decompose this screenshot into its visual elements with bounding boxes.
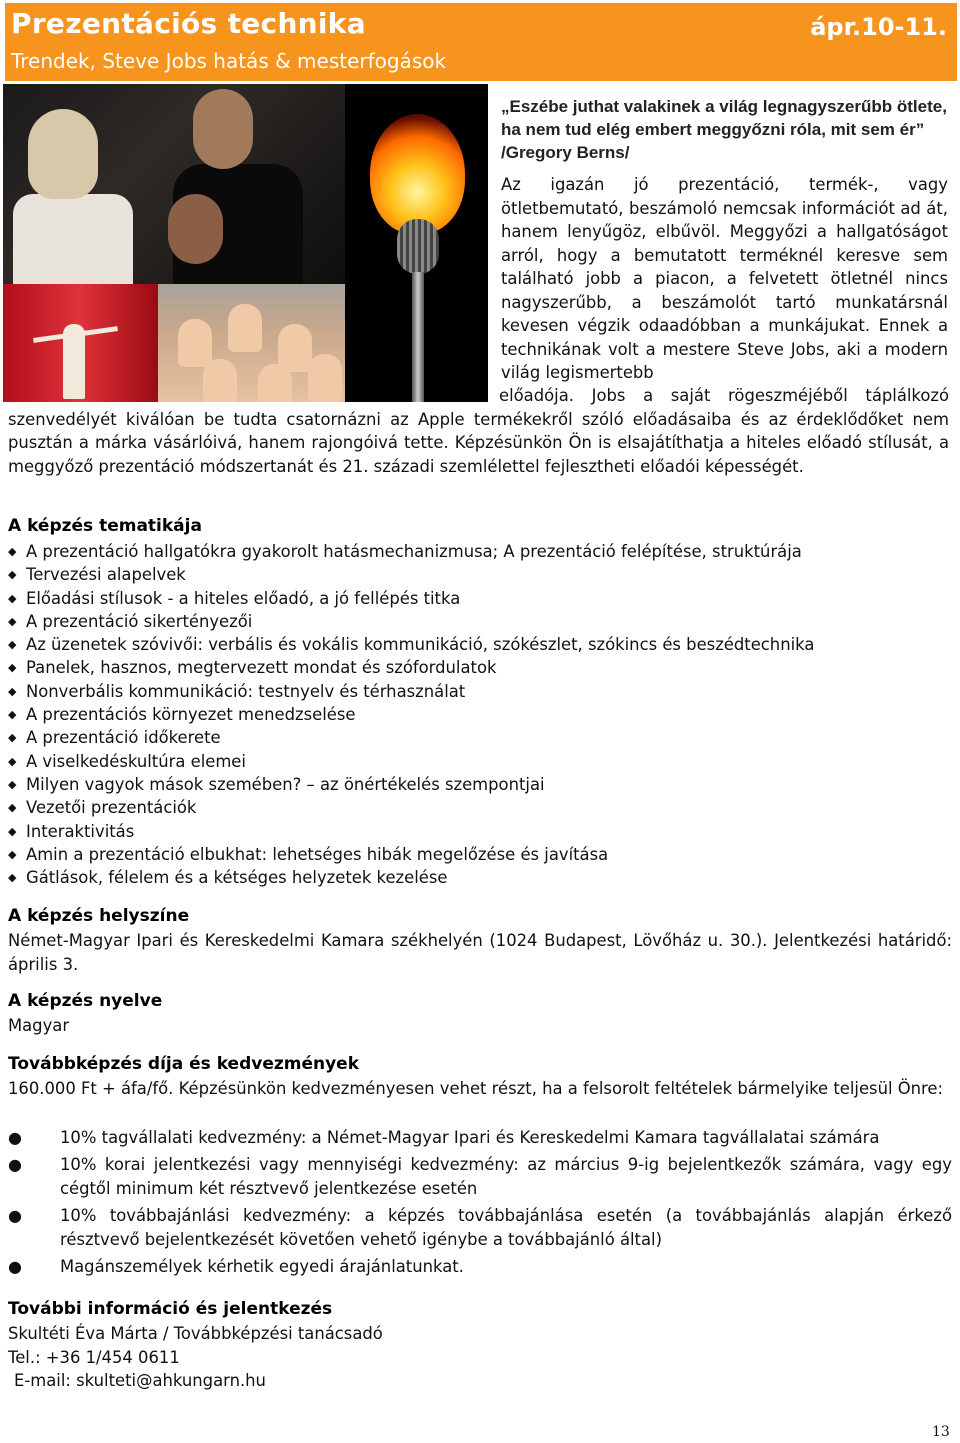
topic-item-label: Interaktivitás bbox=[26, 821, 135, 841]
diamond-bullet-icon: ◆ bbox=[8, 591, 17, 605]
topic-item bbox=[8, 820, 948, 843]
round-bullet-icon: ● bbox=[8, 1257, 22, 1276]
diamond-bullet-icon: ◆ bbox=[8, 871, 17, 885]
topic-item-label: Gátlások, félelem és a kétséges helyzetek kezelése bbox=[26, 868, 448, 888]
diamond-bullet-icon: ◆ bbox=[8, 777, 17, 791]
language-text: Magyar bbox=[8, 1016, 70, 1035]
topic-item-label: Milyen vagyok mások szemében? – az önértékelés szempontjai bbox=[26, 774, 545, 794]
topic-item bbox=[8, 610, 948, 633]
diamond-bullet-icon: ◆ bbox=[8, 568, 17, 582]
topic-item-label: Panelek, hasznos, megtervezett mondat és szófordulatok bbox=[26, 658, 497, 678]
topic-item bbox=[8, 656, 948, 679]
topic-item bbox=[8, 773, 948, 796]
topic-item-label: Tervezési alapelvek bbox=[26, 565, 186, 585]
diamond-bullet-icon: ◆ bbox=[8, 754, 17, 768]
intro-quote: „Eszébe juthat valakinek a világ legnagyszerűbb ötlete, ha nem tud elég embert meggyőzni róla, mit sem ér” /Gregory Berns/ bbox=[501, 97, 947, 162]
topic-item-label: Vezetői prezentációk bbox=[26, 798, 197, 818]
contact-name: Skultéti Éva Márta / Továbbképzési tanácsadó bbox=[8, 1324, 383, 1343]
topic-item bbox=[8, 866, 948, 889]
page-title: Prezentációs technika bbox=[11, 7, 366, 40]
discount-item-label: 10% tagvállalati kedvezmény: a Német-Magyar Ipari és Kereskedelmi Kamara tagvállalatai számára bbox=[60, 1128, 880, 1147]
topic-item-label: A viselkedéskultúra elemei bbox=[26, 751, 246, 771]
topic-item-label: Az üzenetek szóvivői: verbális és vokális kommunikáció, szókészlet, szókincs és beszédtechnika bbox=[26, 635, 815, 655]
topic-item bbox=[8, 540, 948, 563]
page-subtitle: Trendek, Steve Jobs hatás & mesterfogások bbox=[11, 49, 447, 73]
fees-text: 160.000 Ft + áfa/fő. Képzésünkön kedvezményesen vehet részt, ha a felsorolt feltételek bármelyike teljesül Önre: bbox=[8, 1079, 943, 1098]
event-date: ápr.10-11. bbox=[810, 13, 947, 41]
discount-item bbox=[8, 1204, 952, 1252]
discounts-list bbox=[8, 1126, 952, 1282]
diamond-bullet-icon: ◆ bbox=[8, 824, 17, 838]
topic-item bbox=[8, 726, 948, 749]
diamond-bullet-icon: ◆ bbox=[8, 708, 17, 722]
topic-item bbox=[8, 703, 948, 726]
discount-item-label: 10% továbbajánlási kedvezmény: a képzés továbbajánlása esetén (a továbbajánlás alapján érkező résztvevő bejelentkezését követően vehető igénybe a továbbajánló által) bbox=[60, 1206, 952, 1249]
topic-item-label: A prezentáció időkerete bbox=[26, 728, 221, 748]
topic-item-label: Előadási stílusok - a hiteles előadó, a jó fellépés titka bbox=[26, 588, 461, 608]
discount-item-label: 10% korai jelentkezési vagy mennyiségi kedvezmény: az március 9-ig bejelentkezők számára, vagy egy cégtől minimum két résztvevő jelentkezése esetén bbox=[60, 1155, 952, 1198]
topic-item-label: A prezentáció sikertényezői bbox=[26, 611, 253, 631]
topic-item-label: A prezentáció hallgatókra gyakorolt hatásmechanizmusa; A prezentáció felépítése, struktúrája bbox=[26, 542, 802, 561]
diamond-bullet-icon: ◆ bbox=[8, 731, 17, 745]
flaming-microphone-photo bbox=[345, 84, 488, 402]
diamond-bullet-icon: ◆ bbox=[8, 545, 17, 558]
intro-paragraph-full bbox=[8, 384, 949, 478]
location-text: Német-Magyar Ipari és Kereskedelmi Kamara székhelyén (1024 Budapest, Lövőház u. 30.). Jelentkezési határidő: április 3. bbox=[8, 931, 952, 974]
page-number: 13 bbox=[932, 1424, 950, 1440]
discount-item bbox=[8, 1255, 952, 1279]
round-bullet-icon: ● bbox=[8, 1128, 22, 1147]
diamond-bullet-icon: ◆ bbox=[8, 614, 17, 628]
topic-item bbox=[8, 587, 948, 610]
topic-item bbox=[8, 680, 948, 703]
topic-item bbox=[8, 750, 948, 773]
contact-block bbox=[8, 1322, 383, 1393]
contact-email[interactable]: E-mail: skulteti@ahkungarn.hu bbox=[14, 1371, 266, 1390]
topic-item-label: Amin a prezentáció elbukhat: lehetséges hibák megelőzése és javítása bbox=[26, 844, 609, 864]
presenters-photo bbox=[3, 84, 345, 284]
language-heading: A képzés nyelve bbox=[8, 991, 163, 1011]
contact-phone: Tel.: +36 1/454 0611 bbox=[8, 1347, 180, 1367]
intro-paragraph-wrapped: Az igazán jó prezentáció, termék-, vagy ötletbemutató, beszámoló nemcsak információt ad át, hanem lenyűgöz, elbűvöl. Meggyőzi a hallgatóságot arról, hogy a bemutatott terméknél keresve sem található jobb a piacon, a felvetett ötletnél nincs nagyszerűbb, a beszámolót tartó munkatársnál kevesen végzik odaadóbban a munkájukat. Ennek a technikának volt a mestere Steve Jobs, aki a modern világ legismertebb bbox=[501, 175, 948, 382]
topics-list bbox=[8, 540, 948, 889]
topic-item-label: A prezentációs környezet menedzselése bbox=[26, 705, 356, 725]
contact-heading: További információ és jelentkezés bbox=[8, 1299, 333, 1319]
topic-item-label: Nonverbális kommunikáció: testnyelv és térhasználat bbox=[26, 681, 466, 701]
topic-item bbox=[8, 563, 948, 586]
round-bullet-icon: ● bbox=[8, 1206, 22, 1225]
discount-item bbox=[8, 1126, 952, 1150]
diamond-bullet-icon: ◆ bbox=[8, 801, 17, 815]
diamond-bullet-icon: ◆ bbox=[8, 661, 17, 675]
topics-heading: A képzés tematikája bbox=[8, 516, 202, 536]
topic-item bbox=[8, 633, 948, 656]
discount-item-label: Magánszemélyek kérhetik egyedi árajánlatunkat. bbox=[60, 1257, 464, 1276]
round-bullet-icon: ● bbox=[8, 1155, 22, 1174]
diamond-bullet-icon: ◆ bbox=[8, 847, 17, 861]
fees-heading: Továbbképzés díja és kedvezmények bbox=[8, 1054, 360, 1074]
location-heading: A képzés helyszíne bbox=[8, 906, 190, 926]
diamond-bullet-icon: ◆ bbox=[8, 638, 17, 652]
discount-item bbox=[8, 1153, 952, 1201]
topic-item bbox=[8, 796, 948, 819]
topic-item bbox=[8, 843, 948, 866]
diamond-bullet-icon: ◆ bbox=[8, 684, 17, 698]
page-header bbox=[5, 3, 957, 81]
intro-paragraph-continuation: előadója. Jobs a saját rögeszméjéből táplálkozó szenvedélyét kiválóan be tudta csatornázni az Apple termékekről szóló előadásaiba és az érdeklődőket nem pusztán a márka vásárlóivá, hanem rajongóivá tette. Képzésünkön Ön is elsajátíthatja a hiteles előadó stílusát, a meggyőző prezentáció módszertanát és 21. századi szemlélettel fejlesztheti előadói képességét. bbox=[8, 386, 949, 476]
photo-collage bbox=[3, 84, 488, 402]
